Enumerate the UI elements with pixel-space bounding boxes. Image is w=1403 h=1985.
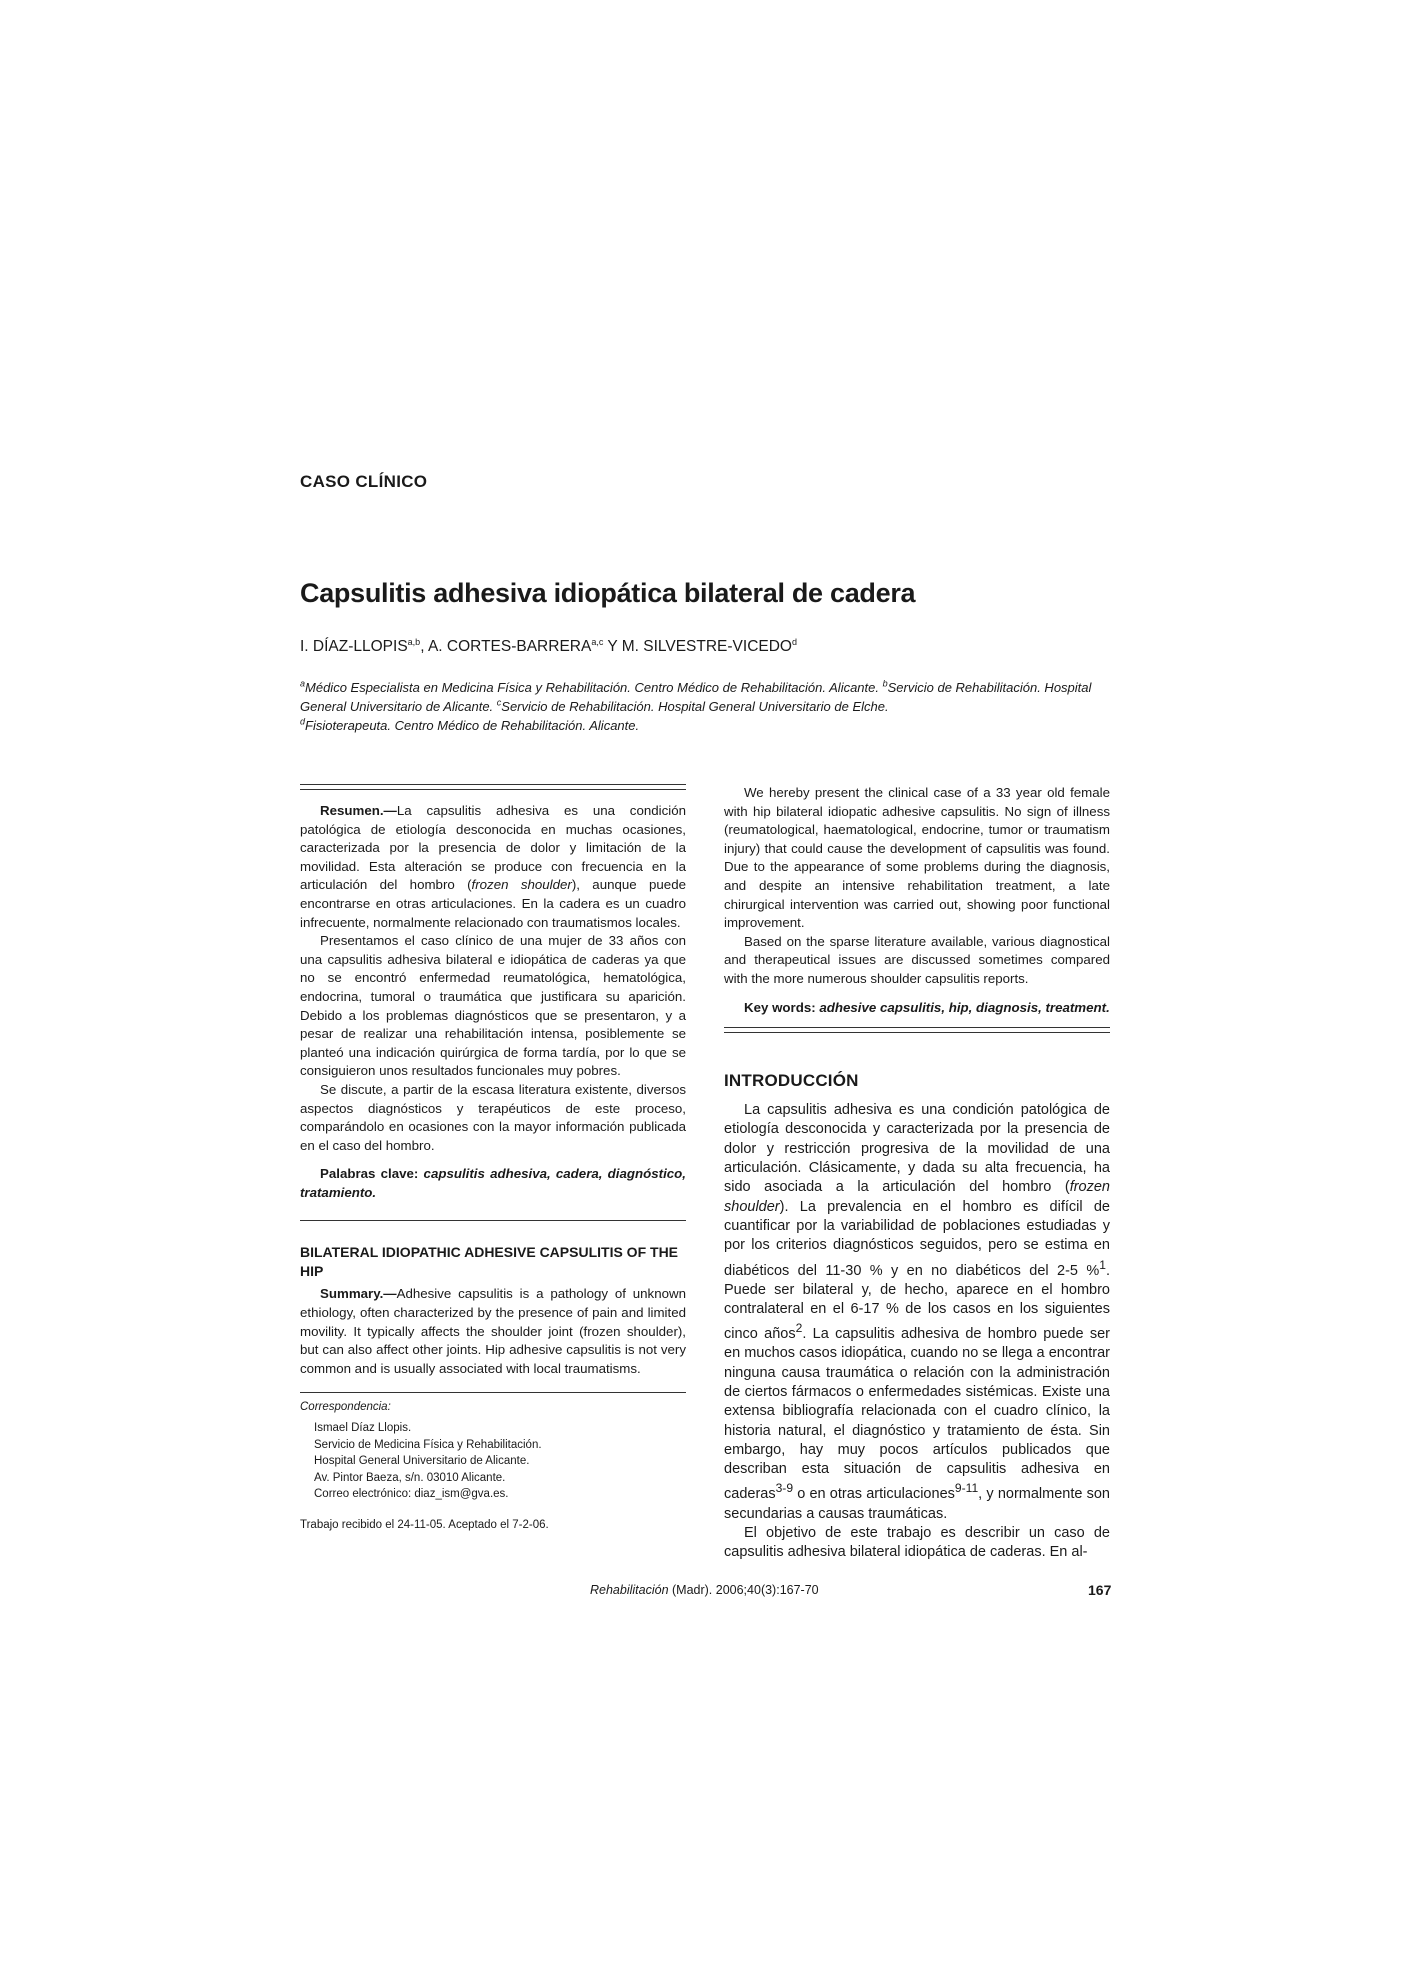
author-separator: Y [603,638,622,655]
affil-text: Fisioterapeuta. Centro Médico de Rehabilitación. Alicante. [305,718,640,733]
article-title: Capsulitis adhesiva idiopática bilateral de cadera [300,578,916,608]
introduction-paragraph: El objetivo de este trabajo es describir un caso de capsulitis adhesiva bilateral idiopática de caderas. En al- [724,1524,1110,1561]
intro-text: o en otras articulaciones [793,1486,955,1503]
left-column [300,784,686,1531]
abstract-text: La capsulitis adhesiva es una condición patológica de etiología desconocida en muchas ocasiones, caracterizada por la presencia de dolor y limitación de la movilidad. Esta alteración se produce con frecuencia en la articulación del hombro ( [300,803,686,893]
abstract-en-label: Summary.— [320,1286,397,1302]
keywords-es-terms: capsulitis adhesiva, cadera, diagnóstico, tratamiento. [300,1166,686,1200]
journal-citation [590,1583,819,1597]
intro-text: , y normalmente son secundarias a causas traumáticas. [724,1486,1110,1522]
abstract-text: ), aunque puede encontrarse en otras articulaciones. En la cadera es un cuadro infrecuente, normalmente relacionado con traumatismos locales. [300,877,686,930]
affil-text: Servicio de Rehabilitación. Hospital General Universitario de Elche. [501,699,889,714]
affil-text: Médico Especialista en Medicina Física y Rehabilitación. Centro Médico de Rehabilitación. Alicante. [305,680,883,695]
received-dates: Trabajo recibido el 24-11-05. Aceptado el 7-2-06. [300,1518,549,1531]
journal-name: Rehabilitación [590,1583,669,1597]
right-column [724,784,1110,1562]
abstract-en [300,1285,686,1378]
intro-text: ). La prevalencia en el hombro es difícil de cuantificar por la variabilidad de poblaciones estudiadas y por los criterios diagnósticos seguidos, pero se estima en diabéticos del 11-30 % y en no diabéticos del 2-5 % [724,1198,1110,1279]
citation-ref: 2 [795,1321,803,1336]
author-name: I. DÍAZ-LLOPIS [300,638,408,655]
abstract-es-paragraph [300,802,686,932]
keywords-en-label: Key words: [744,999,820,1015]
author-affil-marker: d [791,636,797,647]
journal-volume: (Madr). 2006;40(3):167-70 [668,1583,819,1597]
abstract-bottom-rule [724,1027,1110,1033]
correspondence-line: Hospital General Universitario de Alicante. [314,1455,530,1468]
abstract-top-rule [300,784,686,790]
introduction-paragraph [724,1101,1110,1524]
affiliations [300,678,1120,735]
section-label: CASO CLÍNICO [300,472,428,491]
intro-text: La capsulitis adhesiva es una condición patológica de etiología desconocida y caracterizada por la presencia de dolor y restricción progresiva de la movilidad de una articulación. Clásicamente, y dada su alta frecuencia, ha sido asociada a la articulación del hombro ( [724,1102,1110,1196]
abstract-en-paragraph: We hereby present the clinical case of a 33 year old female with hip bilateral idiopatic adhesive capsulitis. No sign of illness (reumatological, haematological, endocrine, tumor or traumatism injury) that could cause the development of capsulitis was found. Due to the appearance of some problems during the diagnosis, and despite an intensive rehabilitation treatment, a late chirurgical intervention was carried out, showing poor functional improvement. [724,785,1110,931]
affil-marker: c [496,697,502,708]
correspondence-address [300,1420,686,1503]
intro-text: . La capsulitis adhesiva de hombro puede ser en muchos casos idiopática, cuando no se llega a encontrar ninguna causa traumática o relación con la administración de ciertos fármacos o enfermedades sistémicas. Existe una extensa bibliografía relacionada con el cuadro clínico, la historia natural, el diagnóstico y tratamiento de ésta. Sin embargo, hay muy pocos artículos publicados que describan esta situación de capsulitis adhesiva en caderas [724,1326,1110,1503]
author-separator: , [420,638,428,655]
author-affil-marker: a,c [591,636,604,647]
correspondence-email: Correo electrónico: diaz_ism@gva.es. [314,1488,509,1501]
introduction-body [724,1101,1110,1562]
abstract-divider [300,1220,686,1221]
author-list [300,638,797,656]
affil-marker: a [300,678,306,689]
keywords-en-terms: adhesive capsulitis, hip, diagnosis, treatment. [819,999,1110,1015]
citation-ref: 1 [1099,1257,1106,1272]
correspondence-label: Correspondencia: [300,1401,391,1414]
author-name: A. CORTES-BARRERA [427,638,592,655]
intro-term: frozen shoulder [724,1179,1110,1215]
affil-text: Servicio de Rehabilitación. Hospital General Universitario de Alicante. [300,680,1092,714]
keywords-en [724,999,1110,1018]
abstract-es [300,802,686,1155]
abstract-term: frozen shoulder [471,877,572,893]
author-affil-marker: a,b [407,636,421,647]
abstract-es-paragraph: Se discute, a partir de la escasa literatura existente, diversos aspectos diagnósticos y terapéuticos de este proceso, comparándolo en ocasiones con la mayor información publicada en el caso del hombro. [300,1081,686,1153]
abstract-en-paragraph: Based on the sparse literature available, various diagnostical and therapeutical issues are discussed sometimes compared with the more numerous shoulder capsulitis reports. [724,933,1110,986]
citation-ref: 3-9 [775,1481,794,1496]
keywords-es [300,1165,686,1202]
intro-text: . Puede ser bilateral y, de hecho, aparece en el hombro contralateral en el 6-17 % de los casos en los siguientes cinco años [724,1262,1110,1343]
citation-ref: 9-11 [954,1481,979,1496]
correspondence-line: Servicio de Medicina Física y Rehabilitación. [314,1438,542,1451]
abstract-en-continued [724,784,1110,989]
affil-marker: d [300,716,306,727]
correspondence-line: Av. Pintor Baeza, s/n. 03010 Alicante. [314,1471,506,1484]
correspondence-rule [300,1392,686,1393]
abstract-text: Adhesive capsulitis is a pathology of unknown ethiology, often characterized by the presence of pain and limited movility. It typically affects the shoulder joint (frozen shoulder), but can also affect other joints. Hip adhesive capsulitis is not very common and is usually associated with local traumatisms. [300,1286,686,1376]
keywords-es-label: Palabras clave: [320,1166,424,1182]
author-name: M. SILVESTRE-VICEDO [621,638,792,655]
affil-marker: b [882,678,888,689]
correspondence-line: Ismael Díaz Llopis. [314,1422,412,1435]
abstract-es-label: Resumen.— [320,803,397,818]
page-number: 167 [1088,1582,1112,1598]
abstract-es-paragraph: Presentamos el caso clínico de una mujer de 33 años con una capsulitis adhesiva bilateral e idiopática de caderas ya que no se encontró enfermedad reumatológica, hematológica, endocrina, tumoral o traumática que justificara su aparición. Debido a los problemas diagnósticos que se presentaron, y a pesar de realizar una rehabilitación intensa, posiblemente se planteó una indicación quirúrgica de forma tardía, por lo que se consiguieron unos resultados funcionales muy pobres. [300,933,686,1079]
english-title-heading: BILATERAL IDIOPATHIC ADHESIVE CAPSULITIS OF THE HIP [300,1244,679,1280]
introduction-heading: INTRODUCCIÓN [724,1071,859,1091]
abstract-en-paragraph [300,1285,686,1378]
